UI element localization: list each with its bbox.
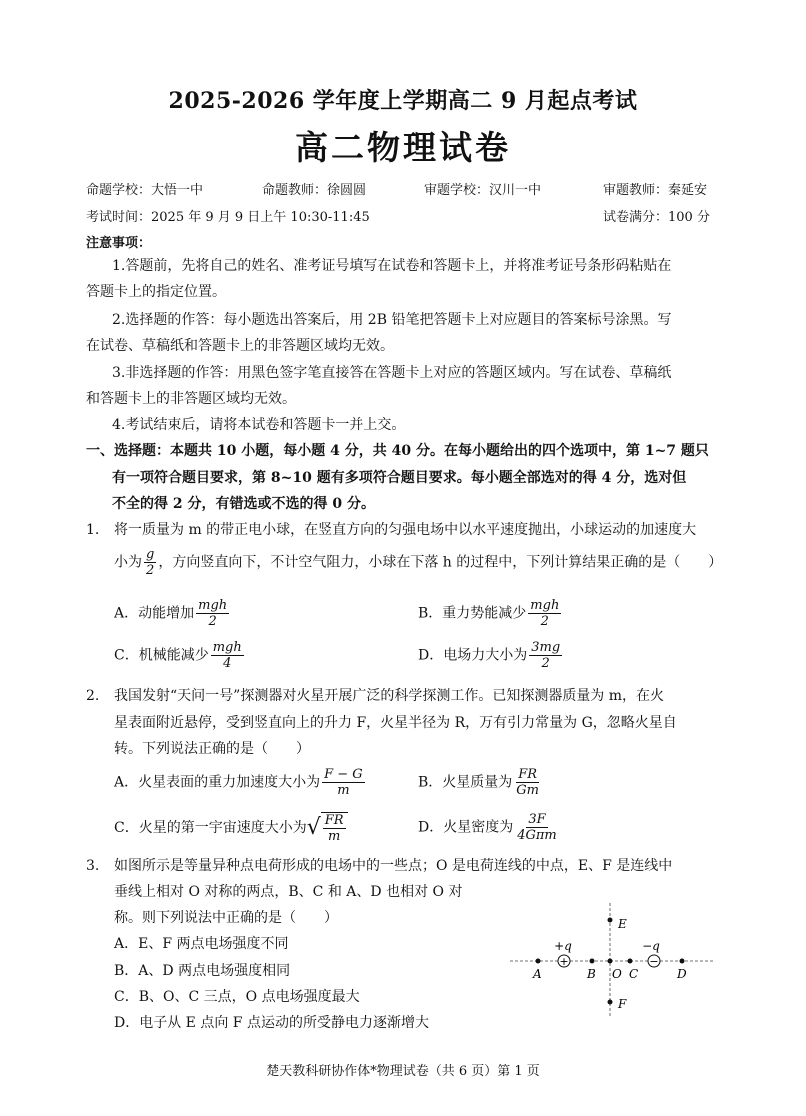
label-f: F (618, 997, 627, 1011)
notice-line: 在试卷、草稿纸和答题卡上的非答题区域均无效。 (86, 338, 394, 354)
meta-review-school: 审题学校：汉川一中 (424, 183, 542, 198)
notice-line: 4.考试结束后，请将本试卷和答题卡一并上交。 (112, 417, 406, 433)
notice-line: 答题卡上的指定位置。 (86, 284, 226, 300)
point-c (628, 959, 633, 964)
meta-review-teacher: 审题教师：秦延安 (603, 183, 708, 198)
option-a[interactable]: A．E、F 两点电场强度不同 (114, 936, 289, 952)
question-text: 星表面附近悬停，受到竖直向上的升力 F，火星半径为 R，万有引力常量为 G，忽略火星自 (114, 715, 677, 731)
notice-line: 3.非选择题的作答：用黑色签字笔直接答在答题卡上对应的答题区域内。写在试卷、草稿纸 (112, 365, 672, 381)
label-a: A (533, 967, 542, 981)
question-number: 3. (86, 858, 100, 874)
label-e: E (618, 917, 627, 931)
minus-sign: − (649, 955, 659, 968)
option-d[interactable]: D．电子从 E 点向 F 点运动的所受静电力逐渐增大 (114, 1015, 429, 1031)
page-title: 2025-2026 学年度上学期高二 9 月起点考试 (168, 88, 638, 114)
notice-line: 1.答题前，先将自己的姓名、准考证号填写在试卷和答题卡上，并将准考证号条形码粘贴在 (112, 258, 672, 274)
meta-teacher: 命题教师：徐圆圆 (262, 183, 367, 198)
question-text: 小为 $\frac{g}{2}$ ，方向竖直向下，不计空气阻力，小球在下落 h 的过程中，下列计算结果正确的是（ ） (114, 547, 723, 578)
option-d[interactable]: D．火星密度为 $\frac{3F}{\text{4Gπm}}$ (418, 812, 557, 843)
plus-sign: + (559, 955, 569, 968)
question-number: 1. (86, 522, 100, 538)
question-text: 称。则下列说法中正确的是（ ） (114, 910, 338, 926)
option-a[interactable]: A．动能增加 $\frac{\text{mgh}}{2}$ (114, 598, 228, 629)
option-b[interactable]: B．A、D 两点电场强度相同 (114, 963, 291, 979)
question-number: 2. (86, 688, 100, 704)
section-heading: 有一项符合题目要求，第 8~10 题有多项符合题目要求。每小题全部选对的得 4 分，选对但 (112, 470, 687, 486)
section-heading: 一、选择题：本题共 10 小题，每小题 4 分，共 40 分。在每小题给出的四个选项中，第 1~7 题只 (86, 443, 709, 459)
option-b[interactable]: B．重力势能减少 $\frac{\text{mgh}}{2}$ (418, 598, 560, 629)
page-footer: 楚天教科研协作体*物理试卷（共 6 页）第 1 页 (266, 1064, 540, 1079)
point-b (590, 959, 595, 964)
point-o (608, 959, 613, 964)
point-a (536, 959, 541, 964)
meta-school: 命题学校：大悟一中 (86, 183, 204, 198)
notice-line: 2.选择题的作答：每小题选出答案后，用 2B 铅笔把答题卡上对应题目的答案标号涂黑。写 (112, 312, 672, 328)
point-f (608, 1000, 613, 1005)
label-o: O (612, 967, 622, 981)
meta-time: 考试时间：2025 年 9 月 9 日上午 10:30-11:45 (86, 210, 370, 225)
question-text: 将一质量为 m 的带正电小球，在竖直方向的匀强电场中以水平速度抛出，小球运动的加速度大 (114, 522, 697, 538)
sqrt-icon: √ (306, 815, 321, 840)
label-b: B (587, 967, 596, 981)
meta-score: 试卷满分：100 分 (603, 210, 710, 225)
question-text: 我国发射“天问一号”探测器对火星开展广泛的科学探测工作。已知探测器质量为 m，在火 (114, 688, 665, 704)
question-text: 转。下列说法正确的是（ ） (114, 741, 310, 757)
label-pos-charge: +q (554, 939, 572, 953)
page-subtitle: 高二物理试卷 (295, 128, 511, 167)
label-d: D (677, 967, 687, 981)
notice-line: 和答题卡上的非答题区域均无效。 (86, 391, 296, 407)
option-c[interactable]: C．机械能减少 $\frac{\text{mgh}}{4}$ (114, 640, 242, 671)
point-e (608, 918, 613, 923)
option-a[interactable]: A．火星表面的重力加速度大小为 $\frac{F - G}{m}$ (114, 767, 363, 798)
label-c: C (629, 967, 639, 981)
option-c[interactable]: C．火星的第一宇宙速度大小为 √ $\frac{FR}{m}$ (114, 812, 348, 844)
option-b[interactable]: B．火星质量为 $\frac{FR}{Gm}$ (418, 767, 540, 798)
field-diagram (505, 898, 725, 1028)
point-d (680, 959, 685, 964)
section-heading: 不全的得 2 分，有错选或不选的得 0 分。 (112, 496, 375, 512)
notice-heading: 注意事项： (86, 236, 152, 251)
question-text: 如图所示是等量异种点电荷形成的电场中的一些点；O 是电荷连线的中点，E、F 是连线中 (114, 858, 673, 874)
option-d[interactable]: D．电场力大小为 $\frac{3mg}{2}$ (418, 640, 561, 671)
option-c[interactable]: C．B、O、C 三点，O 点电场强度最大 (114, 989, 360, 1005)
label-neg-charge: −q (642, 939, 660, 953)
question-text: 垂线上相对 O 对称的两点，B、C 和 A、D 也相对 O 对 (114, 884, 463, 900)
